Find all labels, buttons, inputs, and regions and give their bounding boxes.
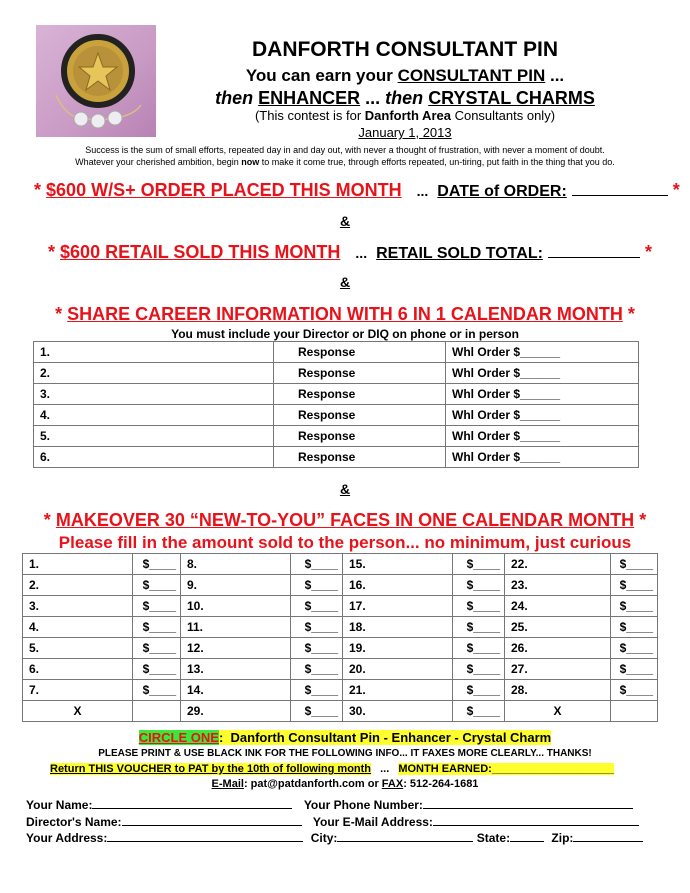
face-amount[interactable]: $____ — [453, 638, 505, 659]
career-response[interactable]: Response — [274, 405, 446, 426]
face-number: 2. — [23, 575, 133, 596]
contest-note: (This contest is for Danforth Area Consultants only) — [254, 108, 556, 123]
face-number: 21. — [343, 680, 453, 701]
face-number: 14. — [181, 680, 291, 701]
career-row — [34, 384, 639, 405]
career-whl-order[interactable]: Whl Order $______ — [446, 405, 639, 426]
prize-options[interactable]: Danforth Consultant Pin - Enhancer - Crystal Charm — [223, 730, 551, 745]
face-number: 19. — [343, 638, 453, 659]
career-note: You must include your Director or DIQ on phone or in person — [171, 327, 519, 341]
face-amount[interactable] — [611, 701, 658, 722]
makeover-subtitle: Please fill in the amount sold to the person... no minimum, just curious — [58, 533, 632, 552]
retail-sold-total-blank[interactable] — [548, 257, 640, 258]
faces-row — [23, 596, 658, 617]
face-amount[interactable]: $____ — [291, 575, 343, 596]
date-of-order-blank[interactable] — [572, 195, 668, 196]
face-amount[interactable]: $____ — [133, 575, 181, 596]
face-number: 20. — [343, 659, 453, 680]
address-row: Your Address: City: State: Zip: — [26, 831, 643, 845]
face-amount[interactable]: $____ — [611, 638, 658, 659]
face-amount[interactable]: $____ — [611, 659, 658, 680]
face-amount[interactable]: $____ — [611, 596, 658, 617]
face-number: 30. — [343, 701, 453, 722]
career-row-number: 5. — [34, 426, 274, 447]
career-whl-order[interactable]: Whl Order $______ — [446, 342, 639, 363]
face-amount[interactable]: $____ — [291, 596, 343, 617]
face-amount[interactable]: $____ — [291, 659, 343, 680]
face-amount[interactable]: $____ — [291, 638, 343, 659]
career-whl-order[interactable]: Whl Order $______ — [446, 447, 639, 468]
face-number: 26. — [505, 638, 611, 659]
name-phone-row: Your Name: Your Phone Number: — [26, 798, 633, 812]
state-field[interactable] — [510, 841, 544, 842]
quote-line-1: Success is the sum of small efforts, repeated day in and day out, with never a thought of frustration, with never a moment of doubt. — [85, 145, 605, 155]
faces-row — [23, 701, 658, 722]
zip-field[interactable] — [573, 841, 643, 842]
requirement-retail-sold: * $600 RETAIL SOLD THIS MONTH ... RETAIL SOLD TOTAL: * — [48, 242, 652, 262]
face-amount[interactable]: $____ — [133, 680, 181, 701]
faces-row — [23, 554, 658, 575]
face-amount[interactable]: $____ — [291, 680, 343, 701]
faces-row — [23, 617, 658, 638]
face-amount[interactable]: $____ — [453, 701, 505, 722]
career-row — [34, 426, 639, 447]
career-response[interactable]: Response — [274, 426, 446, 447]
career-response[interactable]: Response — [274, 447, 446, 468]
face-amount[interactable]: $____ — [133, 617, 181, 638]
ampersand-2: & — [339, 274, 351, 290]
career-row — [34, 447, 639, 468]
face-number: 28. — [505, 680, 611, 701]
career-row-number: 3. — [34, 384, 274, 405]
contact-line: E-Mail: pat@patdanforth.com or FAX: 512-264-1681 — [211, 778, 479, 790]
email-field[interactable] — [433, 825, 639, 826]
face-number: 11. — [181, 617, 291, 638]
face-number: 15. — [343, 554, 453, 575]
career-row — [34, 342, 639, 363]
requirement-wholesale-order: * $600 W/S+ ORDER PLACED THIS MONTH ... DATE of ORDER: * — [34, 180, 680, 200]
career-response[interactable]: Response — [274, 363, 446, 384]
career-table — [33, 341, 639, 468]
contest-date: January 1, 2013 — [358, 125, 452, 140]
face-amount[interactable]: $____ — [611, 554, 658, 575]
your-name-field[interactable] — [92, 808, 292, 809]
face-number: 5. — [23, 638, 133, 659]
face-amount[interactable] — [133, 701, 181, 722]
director-name-field[interactable] — [122, 825, 302, 826]
circle-one-label: CIRCLE ONE — [138, 730, 219, 745]
face-amount[interactable]: $____ — [453, 617, 505, 638]
career-row — [34, 363, 639, 384]
face-number: 23. — [505, 575, 611, 596]
face-x-mark: X — [23, 701, 133, 722]
face-amount[interactable]: $____ — [611, 680, 658, 701]
face-number: 3. — [23, 596, 133, 617]
face-number: 27. — [505, 659, 611, 680]
phone-field[interactable] — [423, 808, 633, 809]
face-amount[interactable]: $____ — [133, 659, 181, 680]
face-amount[interactable]: $____ — [611, 617, 658, 638]
ampersand-1: & — [339, 213, 351, 229]
print-instructions: PLEASE PRINT & USE BLACK INK FOR THE FOLLOWING INFO... IT FAXES MORE CLEARLY... THANKS! — [98, 748, 592, 759]
face-number: 7. — [23, 680, 133, 701]
face-amount[interactable]: $____ — [453, 554, 505, 575]
face-number: 29. — [181, 701, 291, 722]
face-amount[interactable]: $____ — [611, 575, 658, 596]
face-number: 12. — [181, 638, 291, 659]
face-amount[interactable]: $____ — [133, 596, 181, 617]
faces-table — [22, 553, 658, 722]
ampersand-3: & — [339, 481, 351, 497]
requirement-makeover: * MAKEOVER 30 “NEW-TO-YOU” FACES IN ONE CALENDAR MONTH * — [43, 510, 647, 530]
face-amount[interactable]: $____ — [291, 554, 343, 575]
career-response[interactable]: Response — [274, 384, 446, 405]
career-response[interactable]: Response — [274, 342, 446, 363]
page-title: DANFORTH CONSULTANT PIN — [251, 38, 559, 61]
face-number: 8. — [181, 554, 291, 575]
career-row-number: 2. — [34, 363, 274, 384]
face-number: 22. — [505, 554, 611, 575]
return-voucher-line: Return THIS VOUCHER to PAT by the 10th of following month ... MONTH EARNED:____________________ — [50, 763, 615, 775]
career-whl-order[interactable]: Whl Order $______ — [446, 363, 639, 384]
face-amount[interactable]: $____ — [453, 596, 505, 617]
city-field[interactable] — [337, 841, 473, 842]
face-number: 1. — [23, 554, 133, 575]
faces-row — [23, 575, 658, 596]
face-number: 6. — [23, 659, 133, 680]
face-number: 18. — [343, 617, 453, 638]
face-amount[interactable]: $____ — [453, 575, 505, 596]
face-x-mark: X — [505, 701, 611, 722]
face-amount[interactable]: $____ — [453, 680, 505, 701]
requirement-share-career: * SHARE CAREER INFORMATION WITH 6 IN 1 CALENDAR MONTH * — [55, 304, 635, 324]
director-email-row: Director's Name: Your E-Mail Address: — [26, 815, 639, 829]
face-amount[interactable]: $____ — [133, 554, 181, 575]
face-amount[interactable]: $____ — [291, 701, 343, 722]
circle-one-line: CIRCLE ONE: Danforth Consultant Pin - Enhancer - Crystal Charm — [138, 730, 552, 745]
face-amount[interactable]: $____ — [453, 659, 505, 680]
faces-row — [23, 638, 658, 659]
face-amount[interactable]: $____ — [133, 638, 181, 659]
quote-line-2: Whatever your cherished ambition, begin now to make it come true, through efforts repeated, un-tiring, put faith in the thing that you do. — [75, 157, 615, 167]
face-number: 16. — [343, 575, 453, 596]
career-row-number: 4. — [34, 405, 274, 426]
subtitle-line: You can earn your CONSULTANT PIN ... — [245, 66, 565, 85]
address-field[interactable] — [107, 841, 303, 842]
career-row — [34, 405, 639, 426]
face-number: 25. — [505, 617, 611, 638]
faces-row — [23, 659, 658, 680]
face-number: 24. — [505, 596, 611, 617]
career-whl-order[interactable]: Whl Order $______ — [446, 426, 639, 447]
career-whl-order[interactable]: Whl Order $______ — [446, 384, 639, 405]
career-row-number: 6. — [34, 447, 274, 468]
face-number: 13. — [181, 659, 291, 680]
face-number: 9. — [181, 575, 291, 596]
faces-row — [23, 680, 658, 701]
career-row-number: 1. — [34, 342, 274, 363]
subtitle-line-2: then ENHANCER ... then CRYSTAL CHARMS — [215, 88, 595, 108]
face-number: 10. — [181, 596, 291, 617]
face-amount[interactable]: $____ — [291, 617, 343, 638]
face-number: 17. — [343, 596, 453, 617]
face-number: 4. — [23, 617, 133, 638]
